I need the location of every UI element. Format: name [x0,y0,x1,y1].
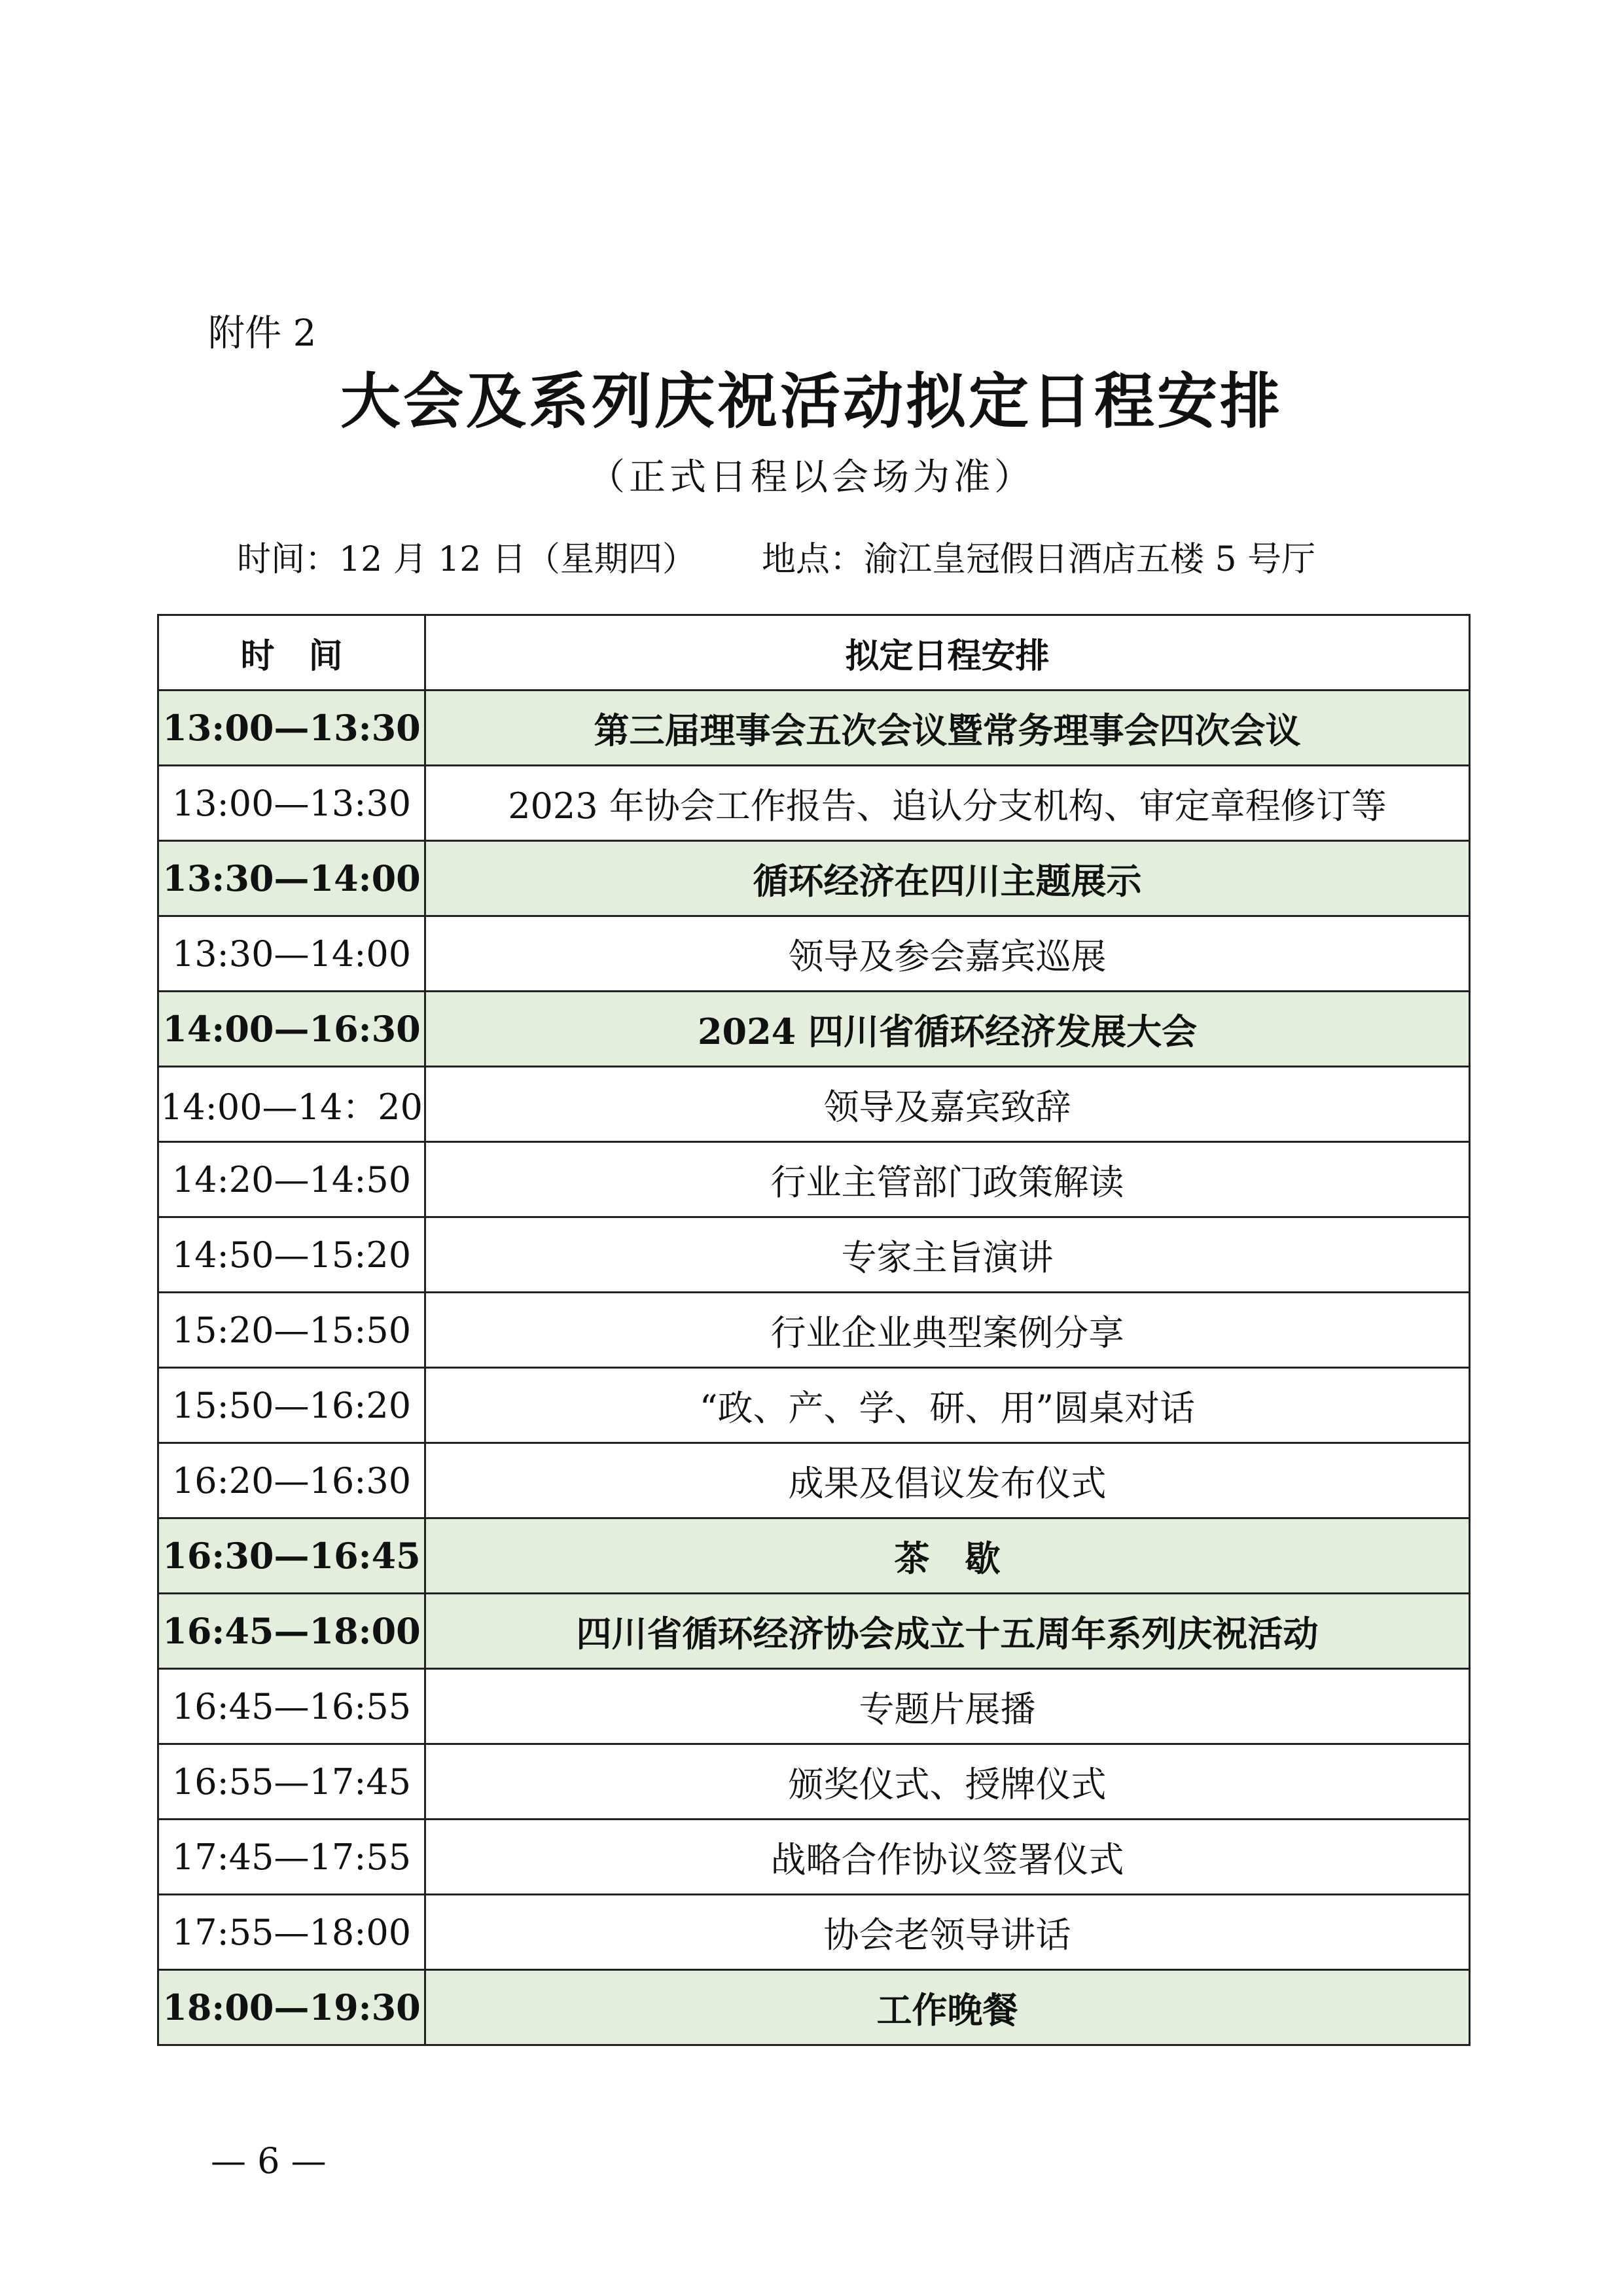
schedule-item-cell: 行业主管部门政策解读 [425,1142,1470,1217]
meta-line [237,533,1315,586]
page-title: 大会及系列庆祝活动拟定日程安排 [340,366,1283,437]
time-cell: 13:00—13:30 [158,766,425,841]
schedule-item-cell: 战略合作协议签署仪式 [425,1820,1470,1895]
schedule-item-cell: 专家主旨演讲 [425,1217,1470,1293]
table-row [158,841,1470,916]
schedule-item-cell: 2023 年协会工作报告、追认分支机构、审定章程修订等 [425,766,1470,841]
table-row [158,916,1470,992]
time-cell: 13:30—14:00 [158,841,425,916]
time-cell: 15:50—16:20 [158,1368,425,1443]
schedule-item-cell: 工作晚餐 [425,1970,1470,2045]
table-row [158,1970,1470,2045]
meeting-time: 时间：12 月 12 日（星期四） [237,540,696,579]
table-row [158,1368,1470,1443]
table-row [158,1443,1470,1518]
schedule-item-cell: 第三届理事会五次会议暨常务理事会四次会议 [425,691,1470,766]
time-cell: 13:00—13:30 [158,691,425,766]
table-row [158,1293,1470,1368]
time-cell: 16:45—18:00 [158,1594,425,1669]
schedule-item-cell: 行业企业典型案例分享 [425,1293,1470,1368]
schedule-item-cell: 协会老领导讲话 [425,1895,1470,1970]
schedule-item-cell: 四川省循环经济协会成立十五周年系列庆祝活动 [425,1594,1470,1669]
header-time: 时 间 [158,615,425,691]
time-cell: 18:00—19:30 [158,1970,425,2045]
table-row [158,1669,1470,1744]
time-cell: 14:50—15:20 [158,1217,425,1293]
schedule-item-cell: 2024 四川省循环经济发展大会 [425,992,1470,1067]
table-row [158,691,1470,766]
table-row [158,1518,1470,1594]
attachment-label: 附件 2 [208,312,317,355]
schedule-item-cell: 茶 歇 [425,1518,1470,1594]
time-cell: 13:30—14:00 [158,916,425,992]
time-cell: 16:30—16:45 [158,1518,425,1594]
schedule-item-cell: 颁奖仪式、授牌仪式 [425,1744,1470,1820]
schedule-item-cell: 领导及嘉宾致辞 [425,1067,1470,1142]
time-cell: 16:20—16:30 [158,1443,425,1518]
table-row [158,1217,1470,1293]
time-cell: 17:45—17:55 [158,1820,425,1895]
time-cell: 15:20—15:50 [158,1293,425,1368]
time-cell: 14:00—14：20 [158,1067,425,1142]
table-row [158,1820,1470,1895]
page-subtitle: （正式日程以会场为准） [588,456,1035,499]
table-row [158,766,1470,841]
table-row [158,1744,1470,1820]
time-cell: 16:45—16:55 [158,1669,425,1744]
schedule-item-cell: 领导及参会嘉宾巡展 [425,916,1470,992]
table-header-row [158,615,1470,691]
table-row [158,1142,1470,1217]
schedule-item-cell: “政、产、学、研、用”圆桌对话 [425,1368,1470,1443]
meeting-location: 地点：渝江皇冠假日酒店五楼 5 号厅 [761,540,1316,579]
page-number: — 6 — [211,2140,327,2181]
table-row [158,1594,1470,1669]
schedule-item-cell: 专题片展播 [425,1669,1470,1744]
time-cell: 14:20—14:50 [158,1142,425,1217]
header-schedule: 拟定日程安排 [425,615,1470,691]
schedule-body [158,691,1470,2045]
schedule-item-cell: 成果及倡议发布仪式 [425,1443,1470,1518]
table-row [158,992,1470,1067]
time-cell: 16:55—17:45 [158,1744,425,1820]
table-row [158,1067,1470,1142]
schedule-item-cell: 循环经济在四川主题展示 [425,841,1470,916]
schedule-table [157,614,1471,2046]
time-cell: 17:55—18:00 [158,1895,425,1970]
table-row [158,1895,1470,1970]
time-cell: 14:00—16:30 [158,992,425,1067]
